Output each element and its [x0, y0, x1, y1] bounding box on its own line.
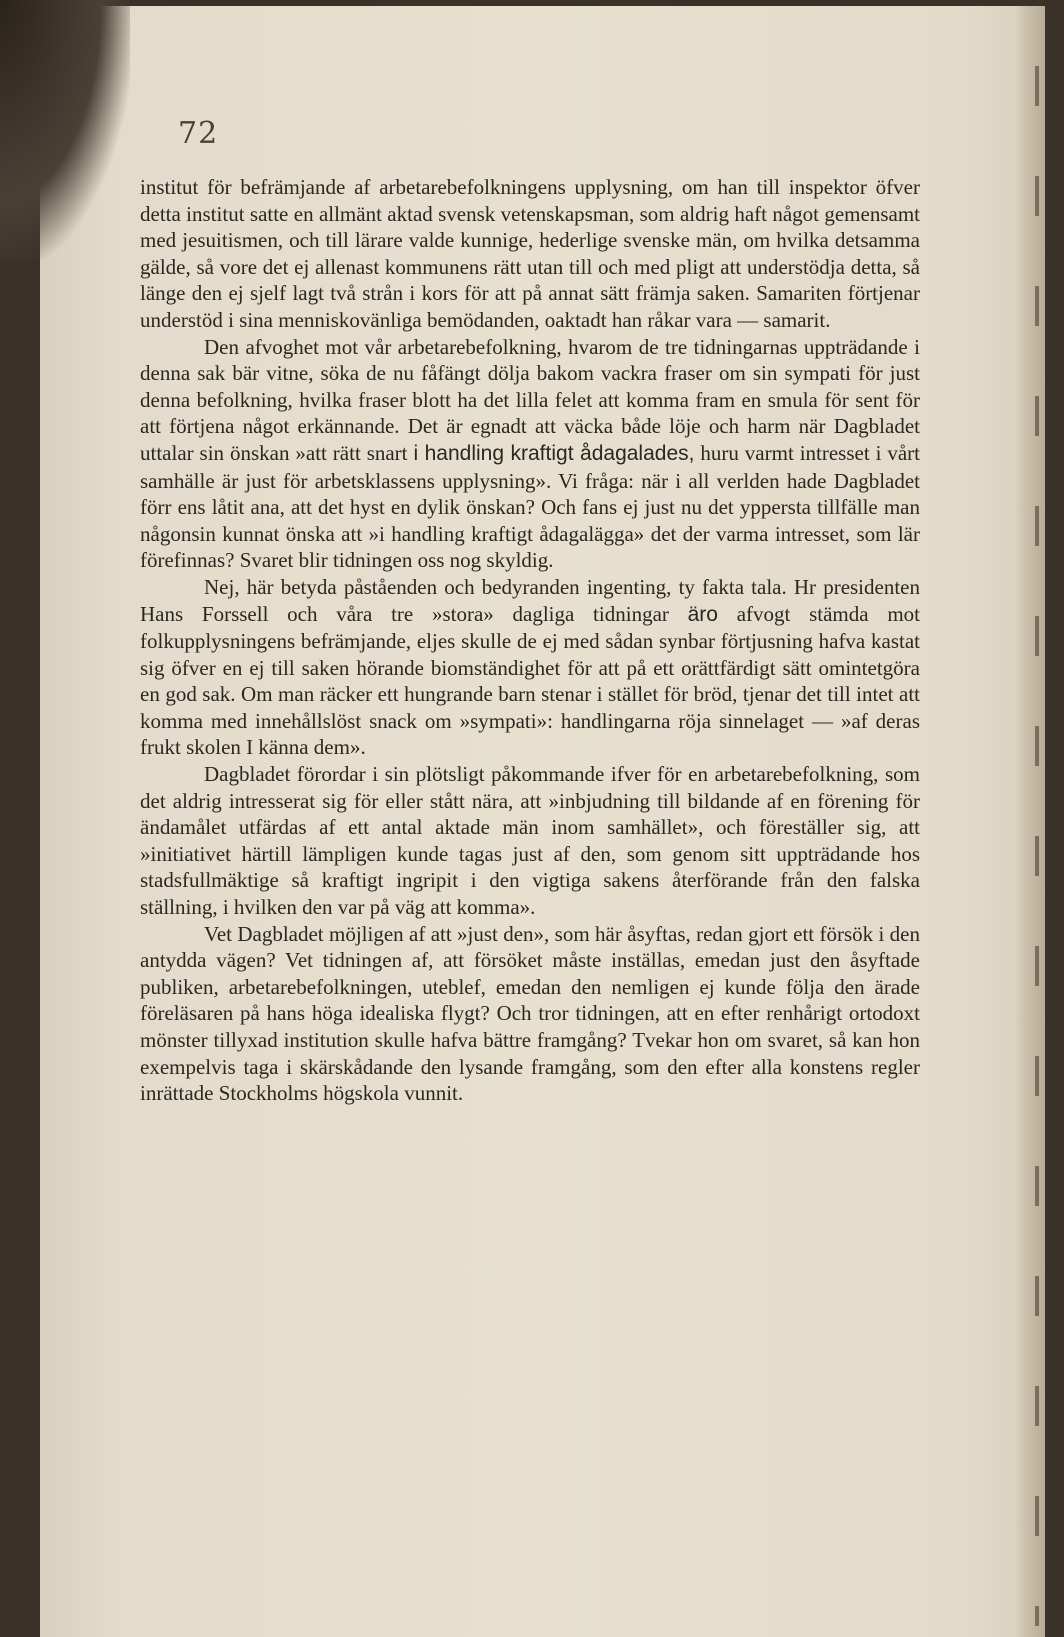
paragraph-3-text-before: Nej, här betyda påståenden och bedyranden ingenting, ty fakta tala. Hr presidenten Hans Forssell och våra tre »stora» dagliga tidningar — [140, 574, 920, 626]
paragraph-3 — [140, 574, 920, 761]
binding-shadow — [0, 0, 130, 260]
paragraph-4: Dagbladet förordar i sin plötsligt påkommande ifver för en arbetarebefolkning, som det aldrig intresserat sig för eller stått nära, att »inbjudning till bildande af en förening för ändamålet utfärdas af ett antal aktade män inom samhället», och föreställer sig, att »initiativet härtill lämpligen kunde tagas just af den, som genom sitt uppträdande hos stadsfullmäktige så kraftigt ingripit i den vigtiga sakens återförande från den falska ställning, i hvilken den var på väg att komma». — [140, 762, 920, 920]
page-edge — [1015, 6, 1045, 1637]
page-edge-marks — [1035, 66, 1039, 1626]
body-text — [140, 174, 920, 1107]
paragraph-3-text-after: afvogt stämda mot folkupplysningens befrämjande, eljes skulle de ej med sådan synbar förtjusning hafva kastat sig öfver en ej till saken hörande biomständighet för att på ett orättfärdigt sätt omintetgöra en god sak. Om man räcker ett hungrande barn stenar i stället för bröd, tjenar det till intet att komma med innehållslöst snack om »sympati»: handlingarna röja sinnelaget — »af deras frukt skolen I känna dem». — [140, 601, 920, 760]
paragraph-2-text-before: Den afvoghet mot vår arbetarebefolkning, hvarom de tre tidningarnas uppträdande i denna sak bär vitne, söka de nu fåfängt dölja bakom vackra fraser om sin sympati för just denna befolkning, hvilka fraser blott ha det lilla felet att komma fram en smula för sent för att förtjena något erkännande. Det är egnadt att väcka både löje och harm när Dagbladet uttalar sin önskan »att rätt snart — [140, 334, 920, 465]
paragraph-2 — [140, 334, 920, 574]
paragraph-1: institut för befrämjande af arbetarebefolkningens upplysning, om han till inspektor öfver detta institut satte en allmänt aktad svensk vetenskapsman, som aldrig haft något gemensamt med jesuitismen, och till lärare valde kunnige, hederlige svenske män, om hvilka detsamma gälde, så vore det ej allenast kommunens rätt utan till och med pligt att understödja detta, så länge den ej sjelf lagt två strån i kors för att på annat sätt främja saken. Samariten förtjenar understöd i sina menniskovänliga bemödanden, oaktadt han råkar vara — samarit. — [140, 175, 920, 332]
page-number: 72 — [178, 116, 219, 151]
paragraph-2-text-after: huru varmt intresset i vårt samhälle är just för arbetsklassens upplysning». Vi fråga: när i all verlden hade Dagbladet förr ens låtit ana, att det hyst en dylik önskan? Och fans ej just nu det yppersta tillfälle man någonsin kunnat önska att »i handling kraftigt ådagalägga» det der varma intresset, som lär förefinnas? Svaret blir tidningen oss nog skyldig. — [140, 440, 920, 573]
paragraph-5: Vet Dagbladet möjligen af att »just den», som här åsyftas, redan gjort ett försök i den antydda vägen? Vet tidningen af, att försöket måste inställas, emedan just den åsyftade publiken, arbetarebefolkningen, uteblef, emedan den nemligen ej kunde följa den ärade föreläsaren på hans höga idealiska flygt? Och tror tidningen, att en efter renhårigt ortodoxt mönster tillyxad institution skulle hafva bättre framgång? Tvekar hon om svaret, så kan hon exempelvis taga i skärskådande den lysande framgång, som den efter alla konstens regler inrättade Stockholms högskola vunnit. — [140, 921, 920, 1106]
paragraph-3-bold-word: äro — [687, 602, 718, 626]
book-page — [40, 6, 1045, 1637]
paragraph-2-bold-phrase: i handling kraftigt ådagalades, — [413, 441, 695, 465]
